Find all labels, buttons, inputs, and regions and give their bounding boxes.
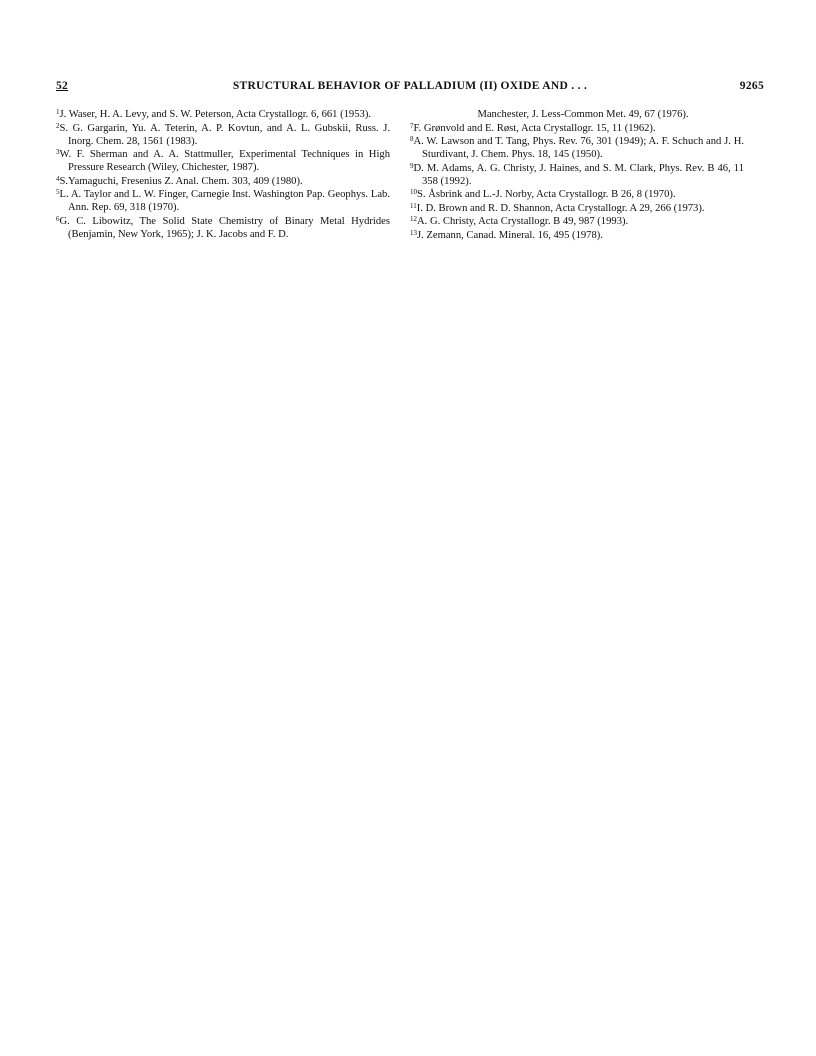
reference-number: 13: [410, 228, 417, 237]
reference-text: W. F. Sherman and A. A. Stattmuller, Experimental Techniques in High Pressure Research (Wiley, Chichester, 1987).: [59, 149, 390, 173]
reference-number: 12: [410, 215, 417, 223]
reference-number: 11: [410, 201, 417, 210]
reference-item: [56, 148, 390, 174]
reference-number: 1: [56, 108, 60, 116]
volume-page: 9265: [739, 80, 764, 92]
reference-item: [56, 122, 390, 148]
reference-item: [410, 188, 744, 201]
reference-item: [56, 108, 390, 121]
reference-number: 2: [56, 121, 60, 130]
reference-item: [410, 229, 744, 242]
reference-item: [410, 215, 744, 228]
reference-item: [410, 162, 744, 188]
reference-text: A. W. Lawson and T. Tang, Phys. Rev. 76, 301 (1949); A. F. Schuch and J. H. Sturdivant, J. Chem. Phys. 18, 145 (1950).: [413, 136, 744, 160]
reference-number: 9: [410, 161, 414, 170]
reference-number: 4: [56, 174, 60, 183]
page-number: 52: [56, 80, 69, 92]
reference-text: S. G. Gargarin, Yu. A. Teterin, A. P. Kovtun, and A. L. Gubskii, Russ. J. Inorg. Chem. 28, 1561 (1983).: [59, 122, 390, 147]
reference-text: S. Åsbrink and L.-J. Norby, Acta Crystallogr. B 26, 8 (1970).: [417, 189, 676, 200]
reference-text: J. Waser, H. A. Levy, and S. W. Peterson, Acta Crystallogr. 6, 661 (1953).: [59, 109, 371, 120]
reference-text: S.Yamaguchi, Fresenius Z. Anal. Chem. 303, 409 (1980).: [59, 175, 303, 187]
references-left-column: [56, 108, 390, 241]
reference-item: [56, 188, 390, 214]
reference-text: D. M. Adams, A. G. Christy, J. Haines, and S. M. Clark, Phys. Rev. B 46, 11 358 (1992).: [413, 162, 744, 187]
reference-number: 6: [56, 214, 60, 223]
reference-text: F. Grønvold and E. Røst, Acta Crystallogr. 15, 11 (1962).: [413, 122, 656, 134]
reference-text: L. A. Taylor and L. W. Finger, Carnegie Inst. Washington Pap. Geophys. Lab. Ann. Rep. 69, 318 (1970).: [59, 189, 390, 213]
reference-text: I. D. Brown and R. D. Shannon, Acta Crystallogr. A 29, 266 (1973).: [416, 202, 705, 214]
reference-item: [56, 215, 390, 241]
reference-item: [410, 135, 744, 161]
reference-item: [410, 202, 744, 215]
running-header: [56, 80, 764, 96]
reference-number: 10: [410, 188, 417, 196]
reference-text: A. G. Christy, Acta Crystallogr. B 49, 987 (1993).: [417, 216, 629, 227]
running-title: STRUCTURAL BEHAVIOR OF PALLADIUM (II) OXIDE AND . . .: [232, 80, 588, 92]
reference-text: J. Zemann, Canad. Mineral. 16, 495 (1978).: [417, 229, 603, 241]
reference-item: [56, 175, 390, 188]
reference-continuation: Manchester, J. Less-Common Met. 49, 67 (1976).: [477, 109, 689, 120]
reference-number: 8: [410, 135, 414, 143]
reference-item: [410, 122, 744, 135]
reference-text: G. C. Libowitz, The Solid State Chemistry of Binary Metal Hydrides (Benjamin, New York, 1965); J. K. Jacobs and F. D.: [59, 215, 390, 240]
reference-number: 5: [56, 188, 60, 196]
reference-number: 7: [410, 121, 414, 130]
references-right-column: [410, 108, 744, 242]
reference-number: 3: [56, 148, 60, 156]
